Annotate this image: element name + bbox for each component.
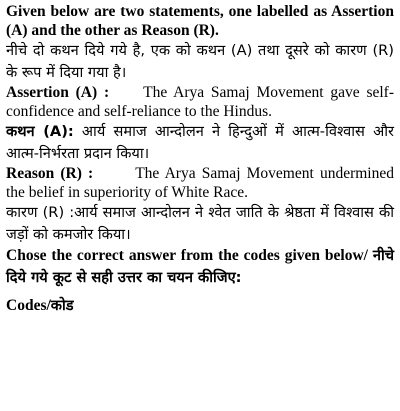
reason-label: Reason (R) : bbox=[6, 165, 94, 182]
codes-hindi: कोड bbox=[50, 297, 74, 314]
reason-hindi bbox=[6, 202, 394, 245]
intro-english-text: Given below are two statements, one labelled as Assertion (A) and the other as Reason (R). bbox=[6, 3, 394, 39]
reason-hindi-text: आर्य समाज आन्दोलन ने श्वेत जाति के श्रेष्ठता में विश्वास की जड़ों को कमजोर किया। bbox=[6, 204, 394, 243]
reason-text: The Arya Samaj Movement undermined the belief in superiority of White Race. bbox=[6, 165, 394, 201]
instruction bbox=[6, 245, 394, 288]
assertion-hindi-text: आर्य समाज आन्दोलन ने हिन्दुओं में आत्म-विश्वास और आत्म-निर्भरता प्रदान किया। bbox=[6, 123, 395, 162]
reason-english bbox=[6, 164, 394, 202]
codes-heading bbox=[6, 295, 394, 317]
instruction-hindi: नीचे दिये गये कूट से सही उत्तर का चयन कीजिए: bbox=[6, 247, 394, 286]
reason-hindi-label: कारण (R) : bbox=[6, 204, 75, 221]
assertion-hindi bbox=[6, 121, 394, 164]
assertion-label: Assertion (A) : bbox=[6, 84, 110, 101]
intro-hindi-text: नीचे दो कथन दिये गये है, एक को कथन (A) तथा दूसरे को कारण (R) के रूप में दिया गया है। bbox=[6, 42, 394, 81]
assertion-english bbox=[6, 83, 394, 121]
intro-english bbox=[6, 2, 394, 40]
intro-hindi bbox=[6, 40, 394, 83]
assertion-hindi-label: कथन (A): bbox=[6, 123, 74, 140]
assertion-text: The Arya Samaj Movement gave self-confidence and self-reliance to the Hindus. bbox=[6, 84, 394, 120]
instruction-english: Chose the correct answer from the codes given below/ bbox=[6, 247, 368, 264]
codes-english: Codes/ bbox=[6, 297, 51, 314]
